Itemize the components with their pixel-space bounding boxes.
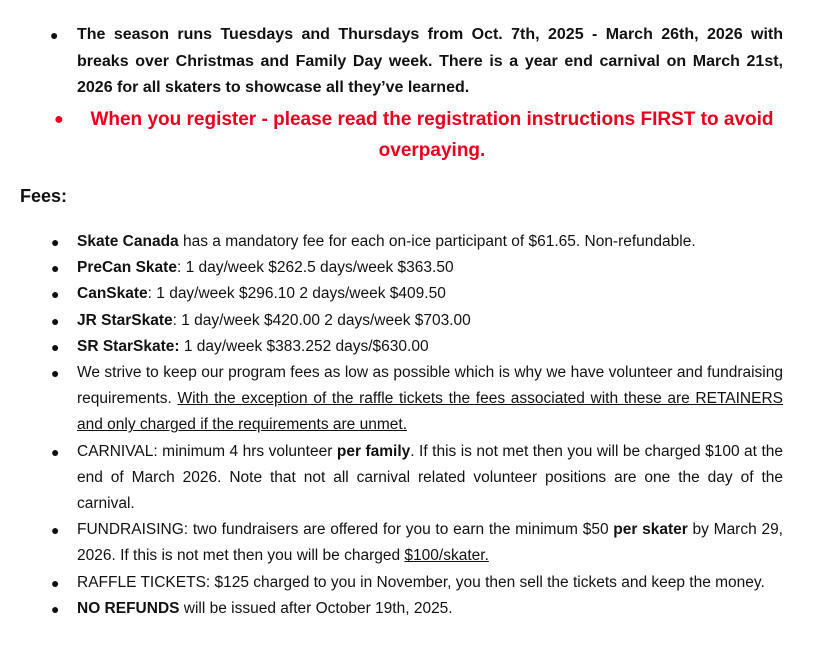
volunteer-policy-text: We strive to keep our program fees as low as possible which is why we have volunteer and fundraising requirements.: [77, 364, 783, 408]
list-item-no-refunds: [51, 596, 783, 622]
raffle-tickets-text: RAFFLE TICKETS: $125 charged to you in November, you then sell the tickets and keep the money.: [77, 573, 765, 591]
no-refunds-text: will be issued after October 19th, 2025.: [179, 599, 453, 617]
fee-detail-canskate: : 1 day/week $296.10 2 days/week $409.50: [147, 285, 446, 303]
carnival-text-start: CARNIVAL: minimum 4 hrs volunteer: [77, 442, 337, 460]
fee-detail-skate-canada: has a mandatory fee for each on-ice participant of $61.65. Non-refundable.: [178, 233, 696, 250]
fee-name-precan: PreCan Skate: [77, 259, 177, 277]
no-refunds-label: NO REFUNDS: [77, 599, 180, 617]
carnival-per-family: per family: [336, 442, 411, 460]
bullet-dot-icon: ●: [51, 260, 60, 277]
list-item-skate-canada-fee: [51, 229, 783, 255]
fee-name-canskate: CanSkate: [77, 285, 148, 303]
list-item-precan-fee: [51, 255, 783, 281]
fee-detail-jr-starskate: : 1 day/week $420.00 2 days/week $703.00: [172, 311, 471, 329]
registration-note-text: When you register - please read the registration instructions FIRST to avoid overpaying.: [90, 108, 774, 161]
fundraising-charge: $100/skater.: [404, 547, 489, 565]
fundraising-per-skater: per skater: [613, 521, 688, 539]
season-dates-text: The season runs Tuesdays and Thursdays from Oct. 7th, 2025 - March 26th, 2026 with breaks over Christmas and Family Day week. There is a year end carnival on March 21st, 2026 for all skaters to showcase all they’ve learned.: [77, 26, 783, 96]
bullet-dot-icon: ●: [51, 338, 60, 355]
carnival-text-end: . If this is not met then you will be charged $100 at the end of March 2026. Note that not all carnival related volunteer positions are one the day of the carnival.: [77, 442, 783, 513]
list-item-registration-note: [54, 104, 782, 166]
list-item-season-dates: [50, 22, 783, 102]
bullet-dot-icon: ●: [51, 286, 60, 303]
bullet-dot-icon: ●: [51, 234, 60, 250]
bullet-dot-icon: ●: [51, 443, 60, 460]
fee-detail-precan: : 1 day/week $262.5 days/week $363.50: [176, 259, 454, 277]
list-item-sr-starskate-fee: [51, 334, 783, 360]
list-item-volunteer-policy: [51, 360, 783, 439]
season-info-list: [0, 22, 820, 166]
list-item-raffle-tickets: [51, 570, 783, 596]
fee-name-skate-canada: Skate Canada: [77, 233, 179, 250]
fee-name-sr-starskate: SR StarSkate:: [77, 337, 180, 355]
fee-detail-sr-starskate: 1 day/week $383.252 days/$630.00: [179, 337, 429, 355]
bullet-dot-icon: ●: [51, 312, 60, 329]
list-item-fundraising-requirement: [51, 517, 783, 569]
bullet-dot-icon: ●: [54, 110, 64, 128]
bullet-dot-icon: ●: [51, 522, 60, 539]
fundraising-text-start: FUNDRAISING: two fundraisers are offered for you to earn the minimum $50: [77, 521, 614, 539]
list-item-canskate-fee: [51, 281, 783, 307]
bullet-dot-icon: ●: [50, 27, 59, 43]
bullet-dot-icon: ●: [51, 574, 60, 591]
bullet-dot-icon: ●: [51, 600, 60, 617]
fee-name-jr-starskate: JR StarSkate: [77, 311, 173, 329]
bullet-dot-icon: ●: [51, 365, 60, 382]
list-item-carnival-requirement: [51, 439, 783, 518]
fundraising-text-middle: by March 29, 2026. If this is not met then you will be charged: [77, 521, 783, 565]
retainer-note: With the exception of the raffle tickets the fees associated with these are RETAINERS and only charged if the requirements are unmet.: [77, 390, 783, 434]
fees-heading: Fees:: [20, 186, 68, 206]
list-item-jr-starskate-fee: [51, 308, 783, 334]
fees-list: [0, 229, 820, 622]
